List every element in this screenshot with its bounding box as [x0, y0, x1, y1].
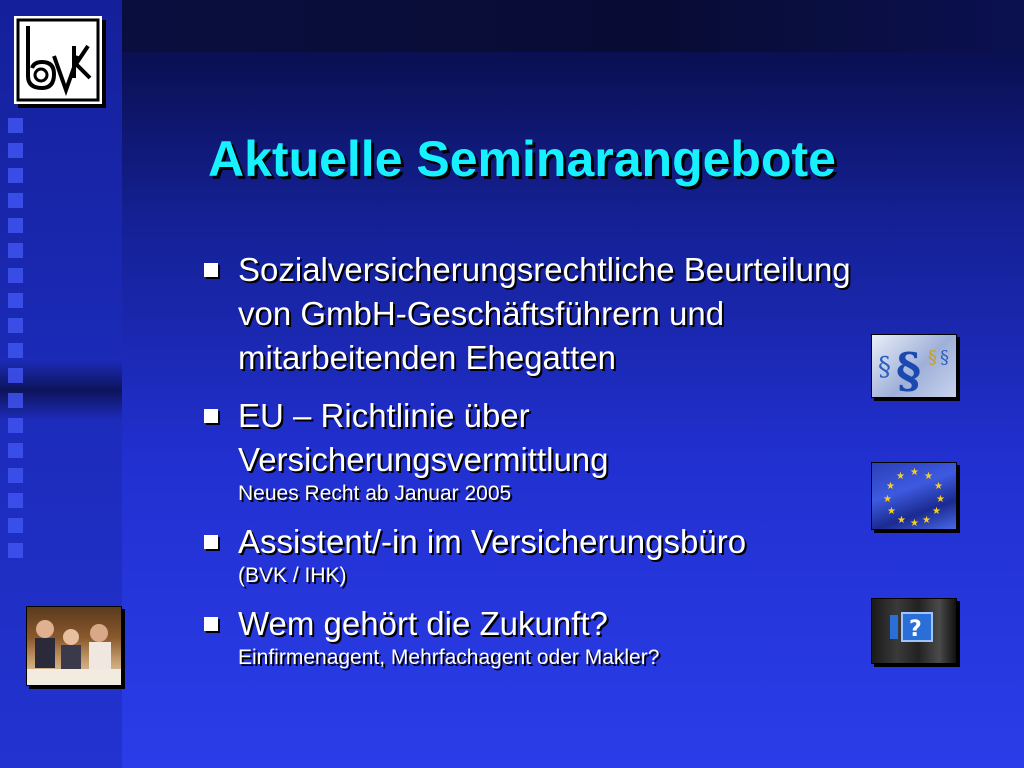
bullet-subtext: Einfirmenagent, Mehrfachagent oder Makler?	[238, 646, 660, 669]
svg-text:★: ★	[897, 515, 906, 526]
top-dark-bar	[122, 0, 1024, 52]
svg-text:§: §	[878, 352, 891, 382]
svg-text:★: ★	[886, 481, 895, 492]
svg-text:★: ★	[887, 506, 896, 517]
svg-text:?: ?	[909, 617, 922, 642]
bullet-square-icon	[204, 617, 218, 631]
decorative-squares	[8, 118, 28, 568]
svg-text:★: ★	[896, 471, 905, 482]
svg-text:§: §	[940, 347, 949, 368]
eu-flag-image	[871, 462, 957, 530]
bullet-item	[198, 520, 998, 588]
bullet-text: Wem gehört die Zukunft?	[238, 605, 608, 642]
slide-title: Aktuelle Seminarangebote	[208, 131, 836, 187]
svg-text:★: ★	[922, 515, 931, 526]
svg-text:★: ★	[924, 471, 933, 482]
svg-text:★: ★	[932, 506, 941, 517]
svg-text:§: §	[928, 347, 937, 368]
meeting-people-photo	[26, 606, 122, 686]
svg-text:★: ★	[910, 518, 919, 529]
information-sign-image	[871, 598, 957, 664]
bullet-subtext: Neues Recht ab Januar 2005	[238, 482, 512, 505]
bvk-logo	[14, 16, 102, 104]
bullet-text: EU – Richtlinie über Versicherungsvermittlung	[238, 397, 609, 478]
bullet-text: Sozialversicherungsrechtliche Beurteilung von GmbH-Geschäftsführern und mitarbeitenden Ehegatten	[238, 251, 851, 376]
bullet-square-icon	[204, 263, 218, 277]
svg-text:§: §	[896, 343, 922, 397]
svg-text:★: ★	[934, 481, 943, 492]
svg-text:★: ★	[883, 494, 892, 505]
svg-text:★: ★	[936, 494, 945, 505]
bullet-square-icon	[204, 409, 218, 423]
bullet-square-icon	[204, 535, 218, 549]
bullet-subtext: (BVK / IHK)	[238, 564, 347, 587]
paragraph-signs-image	[871, 334, 957, 398]
svg-text:★: ★	[910, 467, 919, 478]
bullet-text: Assistent/-in im Versicherungsbüro	[238, 523, 747, 560]
